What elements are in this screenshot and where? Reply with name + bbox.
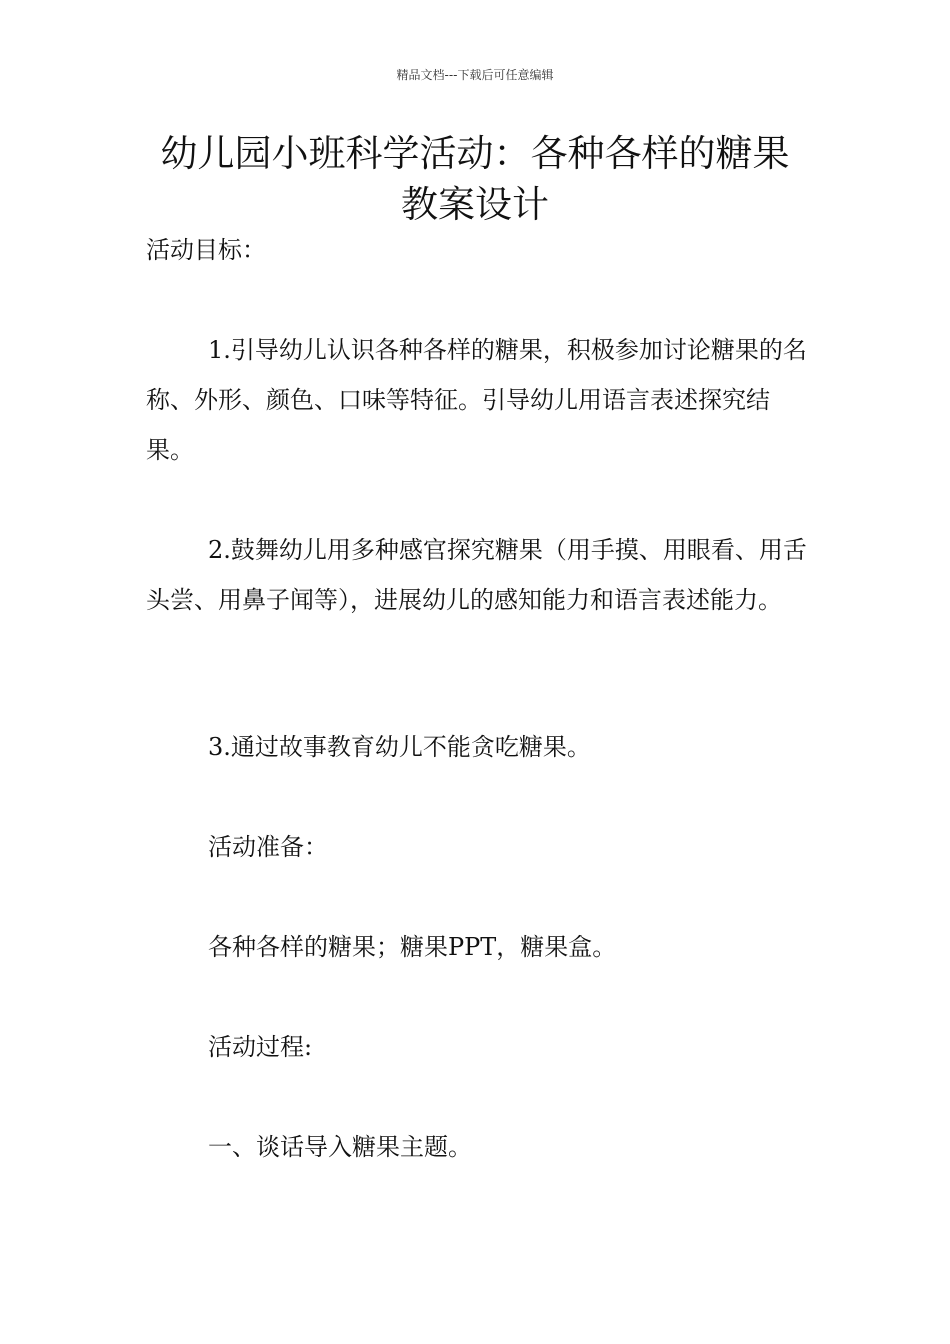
preparation-paragraph: 各种各样的糖果；糖果PPT，糖果盒。 — [208, 933, 617, 961]
goal-paragraph-1: 1.引导幼儿认识各种各样的糖果，积极参加讨论糖果的名称、外形、颜色、口味等特征。引导幼儿用语言表述探究结果。 — [146, 336, 807, 464]
section-heading-process: 活动过程: — [208, 1033, 313, 1061]
goal-paragraph-3: 3.通过故事教育幼儿不能贪吃糖果。 — [208, 733, 591, 761]
process-step-1: 一、谈话导入糖果主题。 — [208, 1133, 472, 1161]
title-line-2: 教案设计 — [401, 183, 549, 226]
goal-paragraph-2: 2.鼓舞幼儿用多种感官探究糖果（用手摸、用眼看、用舌头尝、用鼻子闻等），进展幼儿的感知能力和语言表述能力。 — [146, 536, 807, 614]
title-line-1: 幼儿园小班科学活动：各种各样的糖果 — [160, 132, 790, 175]
section-heading-preparation: 活动准备： — [208, 833, 328, 861]
document-title — [120, 128, 830, 230]
section-heading-goals: 活动目标： — [146, 236, 266, 264]
page-header: 精品文档---下载后可任意编辑 — [396, 68, 554, 82]
